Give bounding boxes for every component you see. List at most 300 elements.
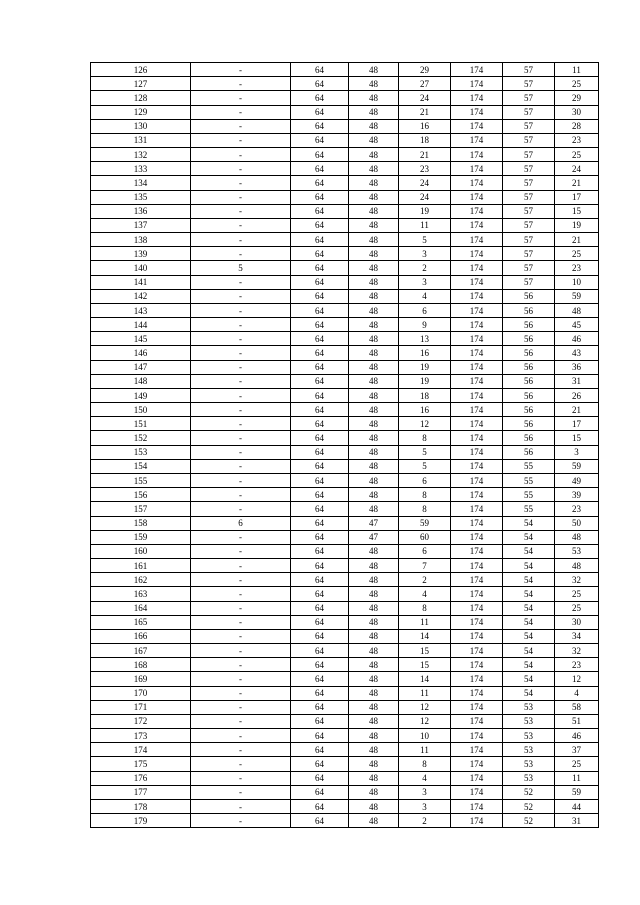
table-cell-extra: -	[191, 587, 291, 601]
table-cell-col-7: 54	[503, 615, 555, 629]
table-cell-col-7: 52	[503, 814, 555, 828]
table-cell-col-5: 13	[399, 332, 451, 346]
table-row	[91, 374, 599, 388]
table-cell-index: 175	[91, 757, 191, 771]
table-cell-index: 136	[91, 204, 191, 218]
table-row	[91, 261, 599, 275]
table-cell-col-3: 64	[291, 148, 349, 162]
table-cell-col-4: 48	[349, 502, 399, 516]
table-cell-index: 173	[91, 729, 191, 743]
table-cell-col-8: 23	[555, 261, 599, 275]
table-row	[91, 332, 599, 346]
table-cell-col-8: 25	[555, 587, 599, 601]
table-cell-col-7: 56	[503, 374, 555, 388]
table-cell-col-7: 57	[503, 119, 555, 133]
table-cell-extra: -	[191, 459, 291, 473]
table-cell-col-5: 3	[399, 247, 451, 261]
table-cell-col-6: 174	[451, 516, 503, 530]
table-cell-index: 176	[91, 771, 191, 785]
table-cell-extra: 6	[191, 516, 291, 530]
table-cell-col-7: 54	[503, 686, 555, 700]
table-cell-col-3: 64	[291, 445, 349, 459]
table-cell-col-5: 4	[399, 289, 451, 303]
table-cell-col-4: 48	[349, 488, 399, 502]
table-row	[91, 105, 599, 119]
table-cell-col-8: 31	[555, 814, 599, 828]
table-cell-col-4: 48	[349, 544, 399, 558]
table-cell-col-3: 64	[291, 176, 349, 190]
table-row	[91, 601, 599, 615]
table-cell-col-5: 8	[399, 488, 451, 502]
table-cell-col-8: 23	[555, 658, 599, 672]
table-cell-col-8: 19	[555, 218, 599, 232]
table-row	[91, 743, 599, 757]
table-cell-col-3: 64	[291, 516, 349, 530]
table-cell-extra: -	[191, 686, 291, 700]
table-cell-col-6: 174	[451, 303, 503, 317]
table-cell-col-8: 11	[555, 63, 599, 77]
table-cell-col-6: 174	[451, 190, 503, 204]
table-row	[91, 587, 599, 601]
table-cell-col-4: 48	[349, 601, 399, 615]
table-cell-index: 174	[91, 743, 191, 757]
table-cell-col-8: 34	[555, 629, 599, 643]
table-cell-col-3: 64	[291, 573, 349, 587]
table-cell-col-3: 64	[291, 233, 349, 247]
table-cell-extra: -	[191, 289, 291, 303]
table-cell-index: 131	[91, 133, 191, 147]
table-cell-extra: 5	[191, 261, 291, 275]
table-cell-col-8: 23	[555, 133, 599, 147]
table-cell-col-8: 21	[555, 233, 599, 247]
table-cell-index: 166	[91, 629, 191, 643]
table-cell-col-6: 174	[451, 544, 503, 558]
table-cell-col-3: 64	[291, 502, 349, 516]
table-cell-col-7: 54	[503, 658, 555, 672]
table-cell-col-4: 48	[349, 63, 399, 77]
table-cell-index: 134	[91, 176, 191, 190]
table-cell-index: 141	[91, 275, 191, 289]
table-row	[91, 714, 599, 728]
table-cell-col-6: 174	[451, 785, 503, 799]
table-cell-col-8: 48	[555, 530, 599, 544]
table-cell-index: 144	[91, 318, 191, 332]
table-cell-col-3: 64	[291, 77, 349, 91]
table-cell-col-3: 64	[291, 403, 349, 417]
table-cell-col-6: 174	[451, 162, 503, 176]
table-row	[91, 785, 599, 799]
table-cell-col-3: 64	[291, 162, 349, 176]
table-cell-col-6: 174	[451, 672, 503, 686]
table-cell-col-8: 17	[555, 190, 599, 204]
table-cell-col-7: 56	[503, 417, 555, 431]
table-cell-col-3: 64	[291, 686, 349, 700]
table-cell-index: 130	[91, 119, 191, 133]
table-row	[91, 799, 599, 813]
table-cell-col-5: 24	[399, 176, 451, 190]
table-row	[91, 247, 599, 261]
table-cell-extra: -	[191, 303, 291, 317]
table-row	[91, 459, 599, 473]
table-cell-extra: -	[191, 445, 291, 459]
table-cell-extra: -	[191, 629, 291, 643]
table-cell-index: 161	[91, 559, 191, 573]
table-cell-index: 145	[91, 332, 191, 346]
table-cell-index: 137	[91, 218, 191, 232]
table-cell-index: 139	[91, 247, 191, 261]
table-cell-col-3: 64	[291, 388, 349, 402]
table-cell-col-7: 55	[503, 459, 555, 473]
table-row	[91, 615, 599, 629]
table-cell-index: 157	[91, 502, 191, 516]
table-cell-col-7: 56	[503, 445, 555, 459]
table-cell-col-8: 45	[555, 318, 599, 332]
table-cell-col-5: 4	[399, 771, 451, 785]
table-cell-col-4: 48	[349, 77, 399, 91]
table-cell-col-4: 48	[349, 360, 399, 374]
table-cell-index: 128	[91, 91, 191, 105]
table-cell-extra: -	[191, 247, 291, 261]
table-cell-col-7: 54	[503, 530, 555, 544]
table-row	[91, 729, 599, 743]
table-cell-col-3: 64	[291, 743, 349, 757]
table-cell-col-4: 48	[349, 261, 399, 275]
table-cell-index: 169	[91, 672, 191, 686]
table-cell-extra: -	[191, 502, 291, 516]
table-cell-col-7: 52	[503, 785, 555, 799]
table-cell-col-4: 48	[349, 559, 399, 573]
table-cell-extra: -	[191, 814, 291, 828]
table-cell-col-4: 48	[349, 374, 399, 388]
table-row	[91, 303, 599, 317]
table-cell-index: 126	[91, 63, 191, 77]
table-row	[91, 204, 599, 218]
table-cell-col-6: 174	[451, 445, 503, 459]
table-cell-col-6: 174	[451, 176, 503, 190]
table-cell-col-3: 64	[291, 530, 349, 544]
table-cell-col-4: 48	[349, 714, 399, 728]
table-cell-col-3: 64	[291, 105, 349, 119]
table-cell-col-7: 57	[503, 133, 555, 147]
table-cell-extra: -	[191, 218, 291, 232]
table-cell-extra: -	[191, 233, 291, 247]
table-cell-col-3: 64	[291, 644, 349, 658]
table-cell-col-4: 48	[349, 672, 399, 686]
table-cell-col-5: 5	[399, 459, 451, 473]
table-cell-col-7: 57	[503, 247, 555, 261]
table-cell-col-8: 25	[555, 757, 599, 771]
table-cell-col-4: 48	[349, 615, 399, 629]
table-cell-col-3: 64	[291, 332, 349, 346]
table-cell-col-4: 48	[349, 459, 399, 473]
table-cell-col-8: 59	[555, 785, 599, 799]
table-row	[91, 176, 599, 190]
table-cell-col-7: 53	[503, 714, 555, 728]
table-cell-extra: -	[191, 105, 291, 119]
table-row	[91, 686, 599, 700]
table-row	[91, 573, 599, 587]
table-cell-col-4: 48	[349, 587, 399, 601]
table-cell-col-6: 174	[451, 417, 503, 431]
table-cell-col-7: 56	[503, 360, 555, 374]
table-row	[91, 133, 599, 147]
table-cell-col-6: 174	[451, 133, 503, 147]
table-row	[91, 445, 599, 459]
table-cell-col-4: 47	[349, 516, 399, 530]
table-cell-col-6: 174	[451, 771, 503, 785]
table-cell-col-7: 56	[503, 303, 555, 317]
table-cell-col-8: 49	[555, 473, 599, 487]
table-cell-extra: -	[191, 559, 291, 573]
table-cell-col-6: 174	[451, 700, 503, 714]
table-cell-col-7: 52	[503, 799, 555, 813]
table-row	[91, 814, 599, 828]
table-cell-col-3: 64	[291, 190, 349, 204]
table-cell-col-8: 23	[555, 502, 599, 516]
table-cell-index: 138	[91, 233, 191, 247]
table-row	[91, 148, 599, 162]
table-cell-col-3: 64	[291, 785, 349, 799]
table-cell-col-4: 48	[349, 757, 399, 771]
table-cell-index: 155	[91, 473, 191, 487]
table-cell-extra: -	[191, 332, 291, 346]
table-row	[91, 559, 599, 573]
table-cell-col-6: 174	[451, 318, 503, 332]
table-cell-col-5: 8	[399, 431, 451, 445]
table-cell-col-3: 64	[291, 218, 349, 232]
table-cell-col-8: 59	[555, 459, 599, 473]
table-cell-extra: -	[191, 204, 291, 218]
table-cell-col-8: 58	[555, 700, 599, 714]
table-cell-extra: -	[191, 77, 291, 91]
table-cell-extra: -	[191, 771, 291, 785]
table-cell-col-6: 174	[451, 289, 503, 303]
table-row	[91, 771, 599, 785]
table-cell-index: 148	[91, 374, 191, 388]
table-cell-col-3: 64	[291, 374, 349, 388]
table-cell-col-3: 64	[291, 658, 349, 672]
table-cell-col-7: 57	[503, 176, 555, 190]
table-cell-col-5: 4	[399, 587, 451, 601]
table-cell-extra: -	[191, 403, 291, 417]
table-cell-col-6: 174	[451, 601, 503, 615]
table-cell-col-4: 48	[349, 346, 399, 360]
table-cell-col-6: 174	[451, 587, 503, 601]
table-cell-extra: -	[191, 275, 291, 289]
table-cell-col-6: 174	[451, 360, 503, 374]
table-cell-col-6: 174	[451, 799, 503, 813]
table-cell-col-4: 48	[349, 332, 399, 346]
table-row	[91, 289, 599, 303]
table-cell-col-6: 174	[451, 148, 503, 162]
table-cell-col-8: 37	[555, 743, 599, 757]
table-cell-col-6: 174	[451, 757, 503, 771]
data-table	[90, 62, 599, 828]
table-cell-col-4: 48	[349, 318, 399, 332]
table-row	[91, 190, 599, 204]
table-cell-index: 152	[91, 431, 191, 445]
table-row	[91, 318, 599, 332]
table-cell-col-4: 48	[349, 700, 399, 714]
table-cell-col-5: 11	[399, 218, 451, 232]
table-cell-extra: -	[191, 799, 291, 813]
table-cell-col-8: 46	[555, 332, 599, 346]
table-cell-col-6: 174	[451, 644, 503, 658]
table-cell-col-7: 57	[503, 162, 555, 176]
table-cell-index: 162	[91, 573, 191, 587]
table-cell-extra: -	[191, 176, 291, 190]
table-cell-col-3: 64	[291, 544, 349, 558]
table-cell-extra: -	[191, 658, 291, 672]
table-cell-col-8: 25	[555, 148, 599, 162]
table-cell-extra: -	[191, 615, 291, 629]
table-cell-col-5: 14	[399, 629, 451, 643]
table-cell-col-3: 64	[291, 303, 349, 317]
table-cell-col-8: 26	[555, 388, 599, 402]
table-cell-col-8: 17	[555, 417, 599, 431]
table-cell-col-6: 174	[451, 729, 503, 743]
table-cell-col-5: 6	[399, 303, 451, 317]
table-cell-col-6: 174	[451, 247, 503, 261]
table-cell-col-4: 48	[349, 289, 399, 303]
table-cell-extra: -	[191, 360, 291, 374]
table-cell-col-4: 48	[349, 729, 399, 743]
table-cell-col-4: 48	[349, 148, 399, 162]
table-cell-col-4: 48	[349, 445, 399, 459]
table-cell-col-6: 174	[451, 261, 503, 275]
table-cell-col-6: 174	[451, 530, 503, 544]
table-row	[91, 346, 599, 360]
table-cell-col-7: 57	[503, 204, 555, 218]
table-cell-col-5: 11	[399, 686, 451, 700]
table-cell-col-7: 54	[503, 573, 555, 587]
table-row	[91, 473, 599, 487]
table-cell-col-8: 31	[555, 374, 599, 388]
table-cell-col-3: 64	[291, 771, 349, 785]
table-cell-col-8: 46	[555, 729, 599, 743]
table-cell-col-4: 48	[349, 105, 399, 119]
table-cell-col-7: 57	[503, 261, 555, 275]
table-cell-col-8: 32	[555, 644, 599, 658]
table-cell-col-5: 60	[399, 530, 451, 544]
table-cell-col-8: 30	[555, 615, 599, 629]
table-cell-col-5: 23	[399, 162, 451, 176]
table-cell-col-6: 174	[451, 233, 503, 247]
table-cell-index: 151	[91, 417, 191, 431]
table-cell-extra: -	[191, 573, 291, 587]
table-cell-col-6: 174	[451, 573, 503, 587]
table-cell-index: 147	[91, 360, 191, 374]
table-cell-col-6: 174	[451, 431, 503, 445]
table-cell-col-5: 6	[399, 473, 451, 487]
table-cell-col-3: 64	[291, 133, 349, 147]
table-cell-col-3: 64	[291, 275, 349, 289]
table-cell-col-5: 7	[399, 559, 451, 573]
table-row	[91, 757, 599, 771]
table-row	[91, 629, 599, 643]
table-cell-col-5: 5	[399, 233, 451, 247]
table-cell-col-7: 56	[503, 318, 555, 332]
table-cell-extra: -	[191, 148, 291, 162]
table-cell-col-4: 48	[349, 644, 399, 658]
table-cell-col-3: 64	[291, 417, 349, 431]
table-cell-col-6: 174	[451, 388, 503, 402]
table-cell-col-4: 48	[349, 190, 399, 204]
table-row	[91, 488, 599, 502]
table-cell-col-7: 54	[503, 544, 555, 558]
table-cell-col-4: 48	[349, 247, 399, 261]
table-cell-col-7: 56	[503, 403, 555, 417]
table-cell-index: 153	[91, 445, 191, 459]
table-cell-col-5: 8	[399, 502, 451, 516]
table-cell-col-5: 18	[399, 133, 451, 147]
table-cell-extra: -	[191, 785, 291, 799]
table-cell-extra: -	[191, 346, 291, 360]
table-row	[91, 218, 599, 232]
table-cell-extra: -	[191, 544, 291, 558]
table-cell-col-4: 48	[349, 204, 399, 218]
table-cell-extra: -	[191, 743, 291, 757]
table-row	[91, 360, 599, 374]
table-cell-index: 129	[91, 105, 191, 119]
table-cell-col-7: 56	[503, 388, 555, 402]
table-cell-col-5: 15	[399, 644, 451, 658]
table-cell-index: 170	[91, 686, 191, 700]
table-cell-index: 135	[91, 190, 191, 204]
table-cell-col-8: 51	[555, 714, 599, 728]
table-cell-col-6: 174	[451, 658, 503, 672]
table-cell-col-4: 48	[349, 218, 399, 232]
table-cell-col-8: 12	[555, 672, 599, 686]
table-cell-index: 177	[91, 785, 191, 799]
table-cell-index: 165	[91, 615, 191, 629]
table-cell-extra: -	[191, 63, 291, 77]
table-cell-col-6: 174	[451, 332, 503, 346]
table-cell-col-5: 19	[399, 360, 451, 374]
table-cell-col-6: 174	[451, 77, 503, 91]
table-cell-extra: -	[191, 431, 291, 445]
table-cell-index: 172	[91, 714, 191, 728]
table-cell-col-6: 174	[451, 686, 503, 700]
table-cell-col-3: 64	[291, 629, 349, 643]
table-cell-col-4: 48	[349, 403, 399, 417]
table-cell-col-8: 30	[555, 105, 599, 119]
table-cell-col-3: 64	[291, 459, 349, 473]
table-cell-col-4: 48	[349, 119, 399, 133]
table-cell-col-5: 12	[399, 417, 451, 431]
table-cell-col-8: 25	[555, 247, 599, 261]
table-cell-index: 171	[91, 700, 191, 714]
table-cell-extra: -	[191, 374, 291, 388]
table-cell-extra: -	[191, 644, 291, 658]
table-cell-col-8: 36	[555, 360, 599, 374]
table-cell-extra: -	[191, 318, 291, 332]
table-cell-col-8: 15	[555, 431, 599, 445]
table-cell-col-3: 64	[291, 261, 349, 275]
table-cell-index: 178	[91, 799, 191, 813]
table-body	[91, 63, 599, 828]
table-cell-col-5: 12	[399, 700, 451, 714]
table-cell-col-7: 57	[503, 233, 555, 247]
table-cell-col-5: 27	[399, 77, 451, 91]
table-cell-col-8: 48	[555, 303, 599, 317]
table-cell-col-7: 54	[503, 644, 555, 658]
table-cell-col-4: 48	[349, 573, 399, 587]
table-cell-extra: -	[191, 119, 291, 133]
table-cell-index: 143	[91, 303, 191, 317]
table-cell-col-3: 64	[291, 360, 349, 374]
table-cell-col-7: 53	[503, 757, 555, 771]
